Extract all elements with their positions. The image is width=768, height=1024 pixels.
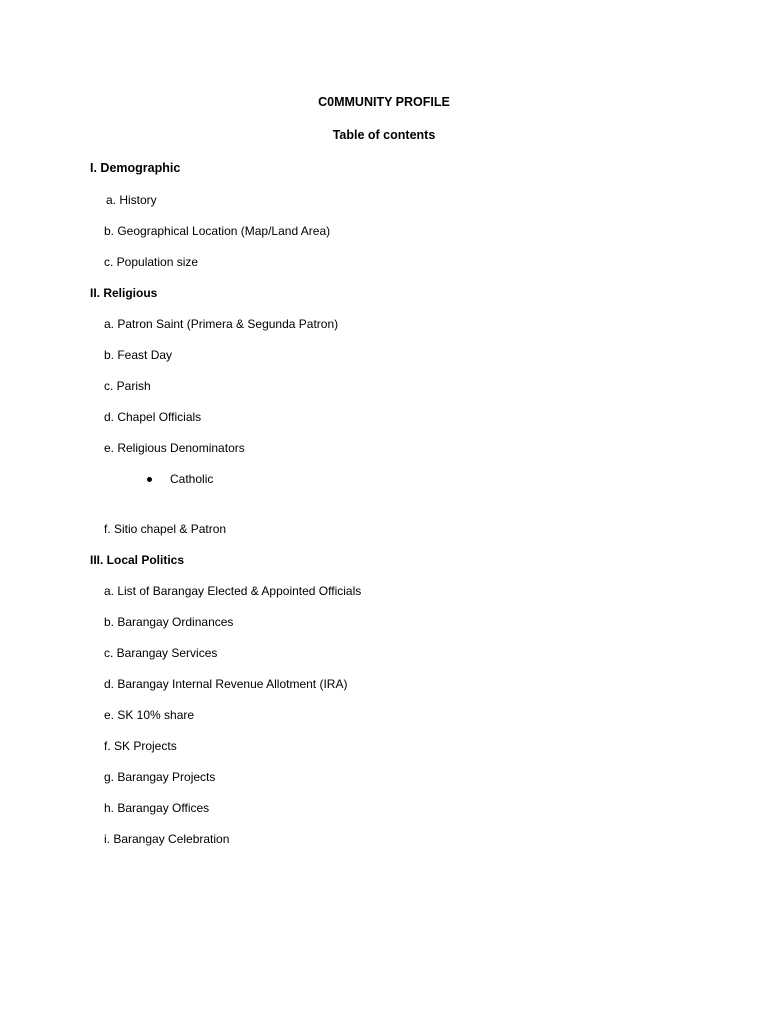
document-title: C0MMUNITY PROFILE bbox=[318, 95, 450, 109]
toc-item: b. Feast Day bbox=[104, 348, 173, 362]
toc-item: c. Population size bbox=[104, 255, 199, 269]
toc-item: a. History bbox=[106, 193, 157, 207]
toc-item: b. Barangay Ordinances bbox=[104, 615, 234, 629]
toc-item: g. Barangay Projects bbox=[104, 770, 216, 784]
toc-item: a. List of Barangay Elected & Appointed Officials bbox=[104, 584, 362, 598]
toc-item: b. Geographical Location (Map/Land Area) bbox=[104, 224, 331, 238]
section-heading-local-politics: III. Local Politics bbox=[90, 553, 185, 567]
toc-item: f. SK Projects bbox=[104, 739, 177, 753]
section-heading-demographic: I. Demographic bbox=[90, 161, 181, 175]
toc-item: i. Barangay Celebration bbox=[104, 832, 230, 846]
toc-item: d. Chapel Officials bbox=[104, 410, 202, 424]
toc-item: f. Sitio chapel & Patron bbox=[104, 522, 227, 536]
toc-item: a. Patron Saint (Primera & Segunda Patron) bbox=[104, 317, 339, 331]
bullet-item: Catholic bbox=[170, 472, 214, 486]
toc-item: c. Parish bbox=[104, 379, 151, 393]
toc-heading: Table of contents bbox=[332, 128, 436, 142]
toc-item: h. Barangay Offices bbox=[104, 801, 210, 815]
section-heading-religious: II. Religious bbox=[90, 286, 158, 300]
toc-item: e. Religious Denominators bbox=[104, 441, 245, 455]
toc-item: e. SK 10% share bbox=[104, 708, 195, 722]
toc-item: d. Barangay Internal Revenue Allotment (IRA) bbox=[104, 677, 348, 691]
bullet-icon bbox=[147, 477, 152, 482]
toc-item: c. Barangay Services bbox=[104, 646, 218, 660]
